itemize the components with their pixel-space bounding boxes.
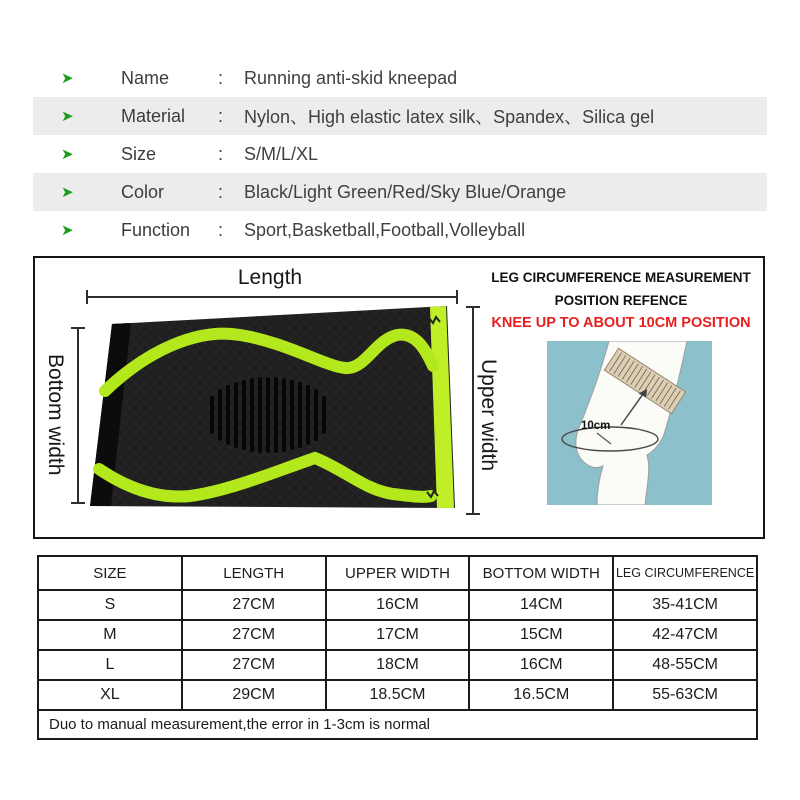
cell-size: M (38, 620, 182, 650)
bottom-width-arrow (71, 328, 85, 503)
spec-value-function: Sport,Basketball,Football,Volleyball (244, 219, 526, 240)
cell-length: 27CM (182, 650, 326, 680)
cell-leg-circumference: 35-41CM (613, 590, 757, 620)
cell-length: 27CM (182, 620, 326, 650)
spec-separator: : (218, 143, 224, 164)
cell-bottom-width: 15CM (469, 620, 613, 650)
spec-label-color: Color (121, 181, 165, 202)
table-header-row (38, 556, 757, 590)
spec-row-color (33, 173, 767, 211)
measurement-diagram-box (33, 256, 765, 539)
cell-size: S (38, 590, 182, 620)
cell-upper-width: 16CM (326, 590, 470, 620)
cell-size: L (38, 650, 182, 680)
spec-row-function (33, 211, 767, 249)
knee-height-label: 10cm (581, 420, 611, 432)
green-arrow-icon: ➤ (61, 69, 74, 87)
table-row (38, 680, 757, 710)
length-arrow (87, 290, 457, 304)
spec-separator: : (218, 181, 224, 202)
cell-bottom-width: 16CM (469, 650, 613, 680)
col-header-bottom-width: BOTTOM WIDTH (469, 556, 613, 590)
cell-size: XL (38, 680, 182, 710)
size-chart-table (37, 555, 758, 740)
cell-length: 27CM (182, 590, 326, 620)
green-arrow-icon: ➤ (61, 107, 74, 125)
spec-value-color: Black/Light Green/Red/Sky Blue/Orange (244, 181, 567, 202)
spec-separator: : (218, 105, 224, 126)
leg-measurement-illustration (547, 341, 712, 505)
spec-row-material (33, 97, 767, 135)
spec-separator: : (218, 67, 224, 88)
cell-leg-circumference: 42-47CM (613, 620, 757, 650)
cell-upper-width: 18.5CM (326, 680, 470, 710)
spec-value-name: Running anti-skid kneepad (244, 67, 458, 88)
table-row (38, 650, 757, 680)
kneepad-rib-pattern (212, 379, 324, 451)
table-row (38, 620, 757, 650)
spec-row-size (33, 135, 767, 173)
table-note-row (38, 710, 757, 739)
spec-label-material: Material (121, 105, 186, 126)
spec-list (33, 59, 767, 249)
spec-label-function: Function (121, 219, 191, 240)
col-header-length: LENGTH (182, 556, 326, 590)
spec-row-name (33, 59, 767, 97)
measurement-panel-warning: KNEE UP TO ABOUT 10CM POSITION (491, 315, 751, 331)
col-header-leg-circumference: LEG CIRCUMFERENCE (613, 556, 757, 590)
col-header-upper-width: UPPER WIDTH (326, 556, 470, 590)
length-dimension-label: Length (237, 266, 303, 289)
measurement-panel-title-line1: LEG CIRCUMFERENCE MEASUREMENT (491, 270, 751, 285)
green-arrow-icon: ➤ (61, 221, 74, 239)
bottom-width-dimension-label: Bottom width (44, 354, 67, 476)
spec-label-size: Size (121, 143, 157, 164)
cell-bottom-width: 14CM (469, 590, 613, 620)
measurement-tolerance-note: Duo to manual measurement,the error in 1-3cm is normal (38, 710, 757, 739)
measurement-panel-title-line2: POSITION REFENCE (554, 293, 688, 308)
spec-value-size: S/M/L/XL (244, 143, 319, 164)
cell-upper-width: 18CM (326, 650, 470, 680)
upper-width-dimension-label: Upper width (477, 358, 500, 472)
cell-leg-circumference: 48-55CM (613, 650, 757, 680)
table-row (38, 590, 757, 620)
cell-leg-circumference: 55-63CM (613, 680, 757, 710)
spec-separator: : (218, 219, 224, 240)
spec-value-material: Nylon、High elastic latex silk、Spandex、Silica gel (244, 107, 655, 127)
col-header-size: SIZE (38, 556, 182, 590)
cell-bottom-width: 16.5CM (469, 680, 613, 710)
cell-upper-width: 17CM (326, 620, 470, 650)
green-arrow-icon: ➤ (61, 183, 74, 201)
spec-label-name: Name (121, 67, 170, 88)
cell-length: 29CM (182, 680, 326, 710)
green-arrow-icon: ➤ (61, 145, 74, 163)
